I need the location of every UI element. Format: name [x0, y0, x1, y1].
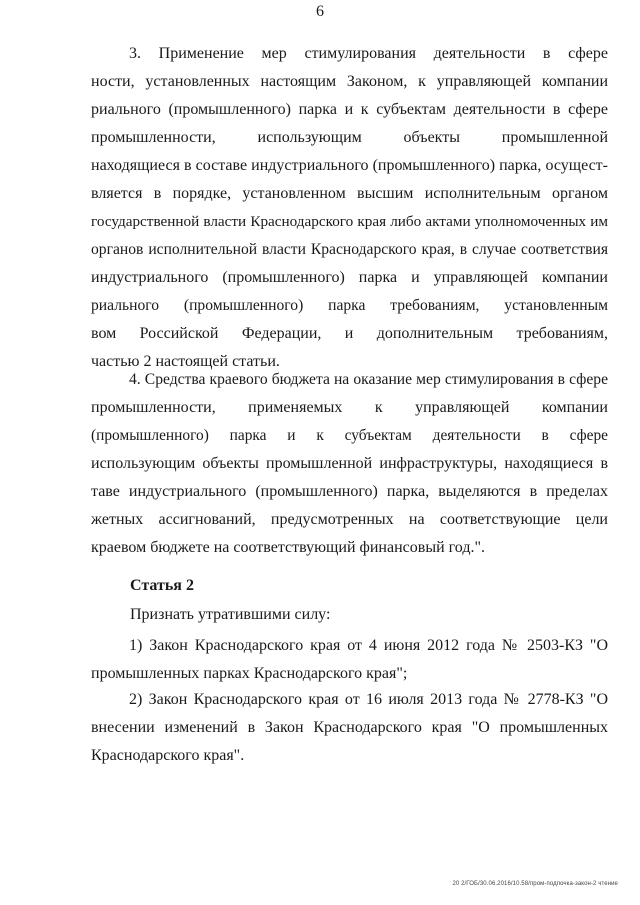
paragraph-line: вом Российской Федерации, и дополнительным требованиям, — [91, 325, 608, 342]
paragraph-line: использующим объекты промышленной инфраструктуры, находящиеся в — [91, 455, 608, 472]
paragraph-line: 2) Закон Краснодарского края от 16 июля 2013 года № 2778-КЗ "О — [129, 691, 608, 708]
paragraph-4 — [91, 366, 608, 562]
paragraph-line: вляется в порядке, установленном высшим исполнительным органом — [91, 185, 608, 202]
article-intro: Признать утратившими силу: — [130, 606, 331, 623]
paragraph-line: индустриального (промышленного) парка и управляющей компании — [91, 269, 608, 286]
paragraph-line: риального (промышленного) парка и к субъектам деятельности в сфере — [91, 101, 608, 118]
paragraph-line: краевом бюджете на соответствующий финансовый год.". — [91, 539, 485, 556]
paragraph-line: ности, установленных настоящим Законом, к управляющей компании — [91, 73, 608, 90]
paragraph-line: 4. Средства краевого бюджета на оказание мер стимулирования в сфере — [129, 371, 608, 388]
paragraph-line: находящиеся в составе индустриального (промышленного) парка, осущест- — [91, 157, 608, 174]
paragraph-line: органов исполнительной власти Краснодарского края, в случае соответствия — [91, 241, 608, 258]
paragraph-line: промышленных парках Краснодарского края"; — [91, 665, 408, 682]
paragraph-line: внесении изменений в Закон Краснодарского края "О промышленных — [91, 719, 608, 736]
footer-file-stamp: 20 2/ГОБ/30.06.2016/10.58/пром-подпочка-закон-2 чтение — [452, 881, 618, 887]
paragraph-line: промышленности, применяемых к управляющей компании — [91, 399, 608, 416]
list-item-2 — [91, 686, 608, 770]
paragraph-line: риального (промышленного) парка требованиям, установленным — [91, 297, 608, 314]
article-heading: Статья 2 — [130, 577, 194, 594]
paragraph-line: 3. Применение мер стимулирования деятельности в сфере — [129, 45, 608, 62]
paragraph-line: частью 2 настоящей статьи. — [91, 353, 280, 370]
paragraph-line: 1) Закон Краснодарского края от 4 июня 2012 года № 2503-КЗ "О — [129, 637, 608, 654]
list-item-1 — [91, 632, 608, 688]
paragraph-line: промышленности, использующим объекты промышленной — [91, 129, 608, 146]
paragraph-line: таве индустриального (промышленного) парка, выделяются в пределах — [91, 483, 608, 500]
paragraph-line: (промышленного) парка и к субъектам деятельности в сфере — [91, 427, 608, 444]
paragraph-line: Краснодарского края". — [91, 747, 245, 764]
paragraph-3 — [91, 40, 608, 376]
paragraph-line: государственной власти Краснодарского края либо актами уполномоченных им — [91, 213, 608, 230]
paragraph-line: жетных ассигнований, предусмотренных на соответствующие цели — [91, 511, 608, 528]
page-number: 6 — [316, 3, 324, 20]
